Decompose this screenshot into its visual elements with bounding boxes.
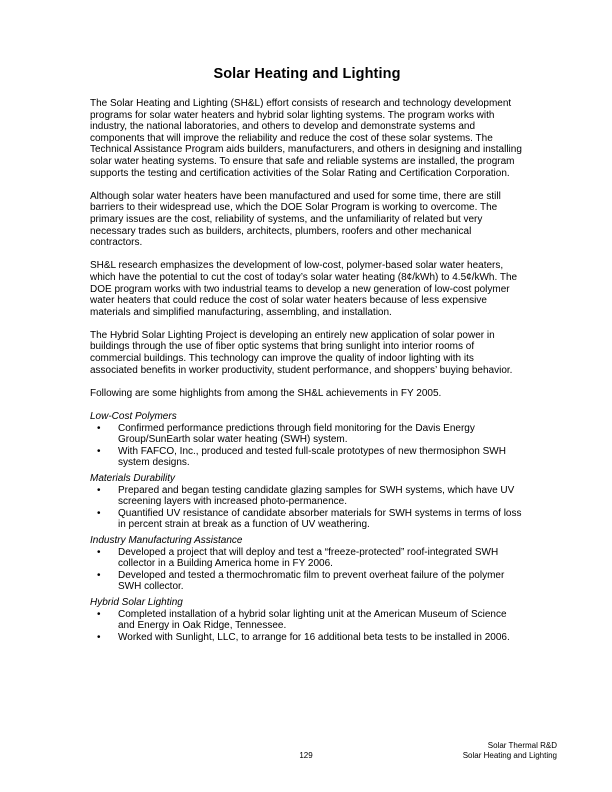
paragraph-barriers: Although solar water heaters have been manufactured and used for some time, there are still barriers to their widespread use, which the DOE Solar Program is working to overcome. The primary issues are the cost, reliability of systems, and the unfamiliarity of related but very necessary trades such as builders, architects, plumbers, roofers and other mechanical contractors.: [90, 190, 501, 249]
section-heading: Hybrid Solar Lighting: [90, 596, 183, 608]
list-item: [90, 609, 524, 632]
bullet-icon: •: [97, 569, 101, 581]
bullet-text: Developed a project that will deploy and test a “freeze-protected” roof-integrated SWH collector in a Building America home in FY 2006.: [118, 546, 499, 570]
section-heading: Materials Durability: [90, 473, 176, 484]
list-item: [90, 570, 524, 593]
section-low-cost-polymers: [90, 411, 524, 469]
bullet-text: With FAFCO, Inc., produced and tested full-scale prototypes of new thermosiphon SWH system designs.: [118, 445, 506, 469]
bullet-icon: •: [97, 422, 101, 434]
page-number: 129: [299, 751, 313, 760]
paragraph-hybrid-lighting: The Hybrid Solar Lighting Project is developing an entirely new application of solar power in buildings through the use of fiber optic systems that bring sunlight into interior rooms of commercial buildings. This technology can improve the quality of indoor lighting with its associated benefits in worker productivity, student performance, and shoppers’ buying behavior.: [90, 329, 513, 376]
bullet-icon: •: [97, 484, 101, 496]
paragraph-research: SH&L research emphasizes the development of low-cost, polymer-based solar water heaters, which have the potential to cut the cost of today’s solar water heating (8¢/kWh) to 4.5¢/kWh. The DOE program works with two industrial teams to develop a new generation of low-cost polymer water heaters that could reduce the cost of solar water heaters because of less expensive materials and simplified manufacturing, assembling, and installation.: [90, 260, 518, 318]
bullet-icon: •: [97, 445, 101, 457]
footer-line-chapter: Solar Heating and Lighting: [462, 751, 557, 760]
bullet-text: Prepared and began testing candidate glazing samples for SWH systems, which have UV screening layers with increased photo-permanence.: [118, 484, 515, 508]
footer-running-title: [463, 741, 557, 761]
bullet-icon: •: [97, 546, 101, 558]
section-hybrid-solar-lighting: [90, 597, 524, 643]
page-content: [90, 66, 524, 643]
page-title: Solar Heating and Lighting: [213, 66, 401, 82]
section-heading: Industry Manufacturing Assistance: [90, 534, 243, 546]
bullet-text: Developed and tested a thermochromatic film to prevent overheat failure of the polymer SWH collector.: [118, 569, 505, 593]
bullet-text: Confirmed performance predictions through field monitoring for the Davis Energy Group/SunEarth solar water heating (SWH) system.: [118, 422, 475, 446]
bullet-icon: •: [97, 608, 101, 620]
list-item: [90, 423, 524, 446]
list-item: [90, 508, 524, 531]
section-industry-manufacturing-assistance: [90, 535, 524, 593]
bullet-text: Completed installation of a hybrid solar lighting unit at the American Museum of Science and Energy in Oak Ridge, Tennessee.: [118, 608, 507, 632]
bullet-text: Quantified UV resistance of candidate absorber materials for SWH systems in terms of loss in percent strain at break as a function of UV weathering.: [118, 507, 522, 531]
section-materials-durability: [90, 473, 524, 531]
paragraph-overview: The Solar Heating and Lighting (SH&L) effort consists of research and technology development programs for solar water heaters and hybrid solar lighting systems. The program works with industry, the national laboratories, and others to develop and demonstrate systems and components that will improve the reliability and reduce the cost of these solar systems. The Technical Assistance Program aids builders, manufacturers, and others in designing and installing solar water heating systems. To ensure that safe and reliable systems are installed, the program supports the testing and certification activities of the Solar Rating and Certification Corporation.: [90, 98, 522, 179]
bullet-icon: •: [97, 507, 101, 519]
bullet-text: Worked with Sunlight, LLC, to arrange for 16 additional beta tests to be installed in 2006.: [118, 631, 510, 643]
footer-line-report: Solar Thermal R&D: [487, 741, 557, 750]
bullet-icon: •: [97, 631, 101, 643]
list-item: [90, 446, 524, 469]
section-heading: Low-Cost Polymers: [90, 411, 177, 423]
list-item: [90, 632, 524, 644]
paragraph-highlights-intro: Following are some highlights from among the SH&L achievements in FY 2005.: [90, 387, 442, 399]
list-item: [90, 485, 524, 508]
list-item: [90, 547, 524, 570]
